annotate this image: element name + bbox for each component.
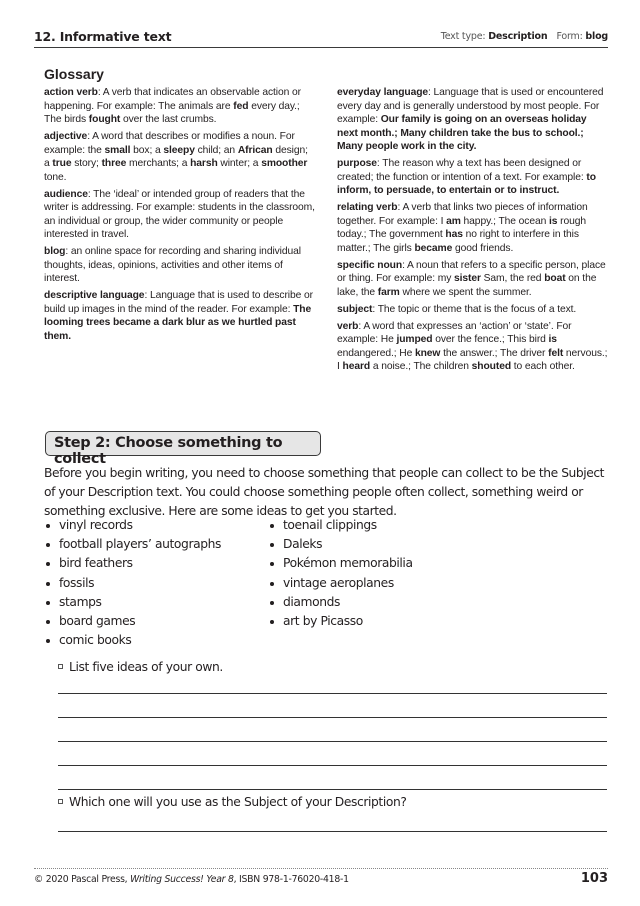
glossary-example-bold: Our family is going on an overseas holiday next month.; Many children take the bus to school.; Many people work in the city. [337, 114, 587, 152]
copyright-prefix: © 2020 Pascal Press, [34, 874, 131, 885]
footer-divider [34, 868, 608, 869]
glossary-definition: winter; a [217, 158, 262, 169]
glossary-entry [44, 289, 316, 343]
glossary-example-bold: smoother [261, 158, 308, 169]
step-heading: Step 2: Choose something to collect [45, 431, 321, 456]
glossary-example-bold: true [52, 158, 72, 169]
glossary-example-bold: boat [544, 273, 566, 284]
glossary-example-bold: heard [342, 361, 371, 372]
idea-item: vinyl records [44, 516, 221, 535]
text-type-value: Description [488, 31, 548, 42]
idea-item: comic books [44, 631, 221, 650]
glossary-example-bold: sister [454, 273, 481, 284]
book-title: Writing Success! Year 8 [130, 874, 234, 885]
glossary-definition: happy.; The ocean [460, 215, 549, 227]
glossary-definition: every day.; The birds [44, 100, 300, 125]
glossary-example-bold: harsh [190, 158, 218, 169]
form-value: blog [585, 31, 608, 42]
checkbox-icon[interactable] [58, 799, 63, 804]
glossary-definition: merchants; a [126, 158, 191, 169]
task-text: List five ideas of your own. [69, 660, 223, 674]
glossary-example-bold: is [548, 334, 557, 345]
idea-item: Pokémon memorabilia [268, 554, 413, 573]
glossary-definition: endangered.; He [337, 347, 415, 359]
glossary-definition: on the lake, the [337, 273, 597, 298]
ideas-list-col2 [268, 516, 413, 631]
glossary-column-right [337, 86, 609, 377]
writing-line-3[interactable] [58, 741, 607, 742]
glossary-term: verb [337, 320, 359, 332]
glossary-example-bold: small [104, 144, 131, 156]
chapter-title: 12. Informative text [34, 29, 172, 44]
glossary-definition: nervous.; I [337, 347, 608, 372]
glossary-example-bold: farm [377, 286, 400, 298]
idea-item: art by Picasso [268, 612, 413, 631]
form-label: Form: [556, 31, 583, 42]
glossary-entry [337, 320, 609, 374]
glossary-definition: tone. [44, 171, 67, 183]
glossary-entry [44, 188, 316, 242]
glossary-heading: Glossary [44, 66, 104, 82]
glossary-example-bold: am [446, 215, 461, 227]
glossary-term: blog [44, 246, 66, 257]
glossary-definition: child; an [194, 144, 238, 156]
glossary-entry [337, 86, 609, 154]
writing-line-5[interactable] [58, 789, 607, 790]
glossary-definition: story; [71, 158, 102, 169]
glossary-term: specific noun [337, 259, 403, 271]
glossary-example-bold: is [548, 215, 558, 227]
glossary-entry [44, 130, 316, 184]
idea-item: fossils [44, 574, 221, 593]
writing-line-1[interactable] [58, 693, 607, 694]
glossary-example-bold: knew [414, 347, 441, 359]
glossary-definition: : A verb that indicates an observable action or happening. For example: The animals are [44, 87, 301, 112]
ideas-list-col1 [44, 516, 221, 650]
page-header [34, 28, 608, 48]
glossary-entry [337, 303, 609, 317]
glossary-term: subject [337, 303, 373, 315]
glossary-entry [337, 201, 609, 255]
glossary-term: everyday language [337, 87, 429, 98]
glossary-entry [44, 86, 316, 127]
glossary-definition: a noise.; The children [370, 361, 472, 372]
glossary-definition: : A noun that refers to a specific person, place or thing. For example: my [337, 259, 606, 284]
glossary-example-bold: shouted [471, 361, 512, 372]
glossary-definition: : The topic or theme that is the focus of a text. [372, 303, 577, 315]
glossary-definition: : Language that is used to describe or build up images in the mind of the reader. For example: [44, 290, 313, 315]
glossary-definition: no right to interfere in this matter.; The girls [337, 229, 579, 254]
glossary-entry [337, 157, 609, 198]
text-meta [441, 31, 608, 42]
glossary-example-bold: has [445, 229, 463, 240]
glossary-term: descriptive language [44, 290, 145, 301]
idea-item: stamps [44, 593, 221, 612]
idea-item: bird feathers [44, 554, 221, 573]
glossary-example-bold: fought [88, 114, 121, 125]
glossary-definition: : The reason why a text has been designed or created; the function or intention of a text. For example: [337, 158, 587, 183]
glossary-term: purpose [337, 158, 377, 169]
glossary-term: adjective [44, 131, 88, 142]
task-choose-subject [58, 795, 407, 809]
task-list-five-ideas [58, 660, 223, 674]
idea-item: Daleks [268, 535, 413, 554]
glossary-example-bold: jumped [396, 334, 433, 345]
idea-item: vintage aeroplanes [268, 574, 413, 593]
idea-item: board games [44, 612, 221, 631]
glossary-example-bold: felt [548, 347, 564, 359]
glossary-example-bold: African [237, 144, 273, 156]
glossary-example-bold: became [414, 242, 453, 254]
glossary-entry [44, 245, 316, 286]
step-intro: Before you begin writing, you need to choose something that people can collect to be the Subject of your Description text. You could choose something people often collect, something weird or something exclusive. Here are some ideas to get you started. [44, 466, 605, 519]
glossary-definition: : Language that is used or encountered every day and is generally understood by most people. For example: [337, 87, 604, 125]
glossary-definition: design; a [44, 144, 308, 169]
glossary-entry [337, 259, 609, 300]
page-number: 103 [580, 871, 608, 886]
writing-line-4[interactable] [58, 765, 607, 766]
glossary-example-bold: to inform, to persuade, to entertain or to instruct. [337, 171, 596, 196]
glossary-definition: rough today.; The government [337, 215, 586, 240]
writing-line-2[interactable] [58, 717, 607, 718]
glossary-term: relating verb [337, 202, 398, 213]
glossary-example-bold: sleepy [163, 144, 195, 156]
glossary-definition: : A verb that links two pieces of information together. For example: I [337, 202, 588, 227]
glossary-definition: the answer.; The driver [440, 347, 549, 359]
isbn: , ISBN 978-1-76020-418-1 [233, 874, 349, 885]
glossary-definition: where we spent the summer. [399, 286, 532, 298]
glossary-definition: to each other. [511, 361, 575, 372]
glossary-definition: good friends. [452, 242, 514, 254]
glossary-definition: over the last crumbs. [120, 114, 217, 125]
idea-item: football players’ autographs [44, 535, 221, 554]
glossary-term: audience [44, 188, 88, 200]
glossary-definition: : A word that expresses an ‘action’ or ‘state’. For example: He [337, 320, 572, 345]
glossary-definition: : an online space for recording and sharing individual thoughts, ideas, opinions, activities and other items of interest. [44, 246, 301, 284]
idea-item: toenail clippings [268, 516, 413, 535]
glossary-column-left [44, 86, 316, 347]
checkbox-icon[interactable] [58, 664, 63, 669]
glossary-definition: : A word that describes or modifies a noun. For example: the [44, 131, 295, 156]
glossary-definition: over the fence.; This bird [432, 334, 549, 345]
glossary-term: action verb [44, 87, 98, 98]
glossary-definition: : The ‘ideal’ or intended group of readers that the writer is addressing. For example: students in the classroom, an individual or group, the wider community or people interested in travel. [44, 188, 315, 240]
glossary-definition: Sam, the red [480, 273, 545, 284]
glossary-example-bold: fed [233, 100, 249, 112]
footer-copyright [34, 874, 349, 885]
idea-item: diamonds [268, 593, 413, 612]
text-type-label: Text type: [440, 31, 486, 42]
glossary-example-bold: The looming trees became a dark blur as we hurtled past them. [44, 303, 312, 342]
task-text: Which one will you use as the Subject of your Description? [69, 795, 407, 809]
glossary-example-bold: three [101, 158, 127, 169]
writing-line-subject[interactable] [58, 831, 607, 832]
glossary-definition: box; a [130, 144, 164, 156]
